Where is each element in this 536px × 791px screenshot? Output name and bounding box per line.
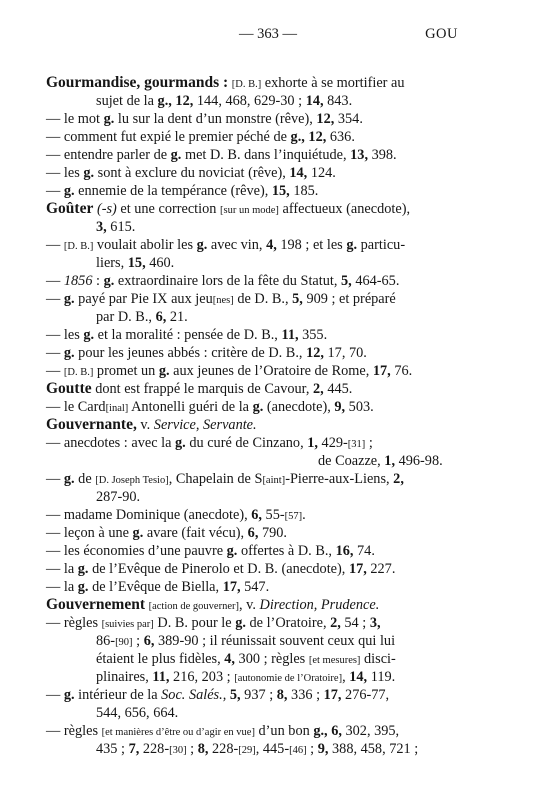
entry-line: 3, 615. [96, 219, 136, 235]
entry-headword-line: Goûter (-s) et une correction [sur un mode] affectueux (anecdote), [46, 200, 411, 217]
running-head: GOU [425, 26, 458, 42]
entry-line: — g. pour les jeunes abbés : critère de D. B., 12, 17, 70. [46, 345, 367, 361]
entry-line: — la g. de l’Evêque de Pinerolo et D. B. (anecdote), 17, 227. [46, 561, 396, 577]
entry-headword-line: Goutte dont est frappé le marquis de Cavour, 2, 445. [46, 380, 353, 397]
page-header [0, 26, 536, 46]
entry-line: — les g. sont à exclure du noviciat (rêve), 14, 124. [46, 165, 336, 181]
entry-line: étaient le plus fidèles, 4, 300 ; règles [et mesures] disci- [96, 651, 396, 667]
headword: Goûter [46, 200, 94, 217]
entry-line: — madame Dominique (anecdote), 6, 55-[57]. [46, 507, 306, 523]
headword: Gouvernante, [46, 416, 137, 433]
entry-line: — 1856 : g. extraordinaire lors de la fête du Statut, 5, 464-65. [46, 273, 400, 289]
entry-line: — règles [suivies par] D. B. pour le g. de l’Oratoire, 2, 54 ; 3, [46, 615, 381, 631]
entry-line: — le Card[inal] Antonelli guéri de la g. (anecdote), 9, 503. [46, 399, 374, 415]
entry-line: plinaires, 11, 216, 203 ; [autonomie de l’Oratoire], 14, 119. [96, 669, 396, 685]
entry-headword-line: Gourmandise, gourmands : [D. B.] exhorte à se mortifier au [46, 74, 405, 91]
entry-line: de Coazze, 1, 496-98. [318, 453, 443, 469]
entry-headword-line: Gouvernement [action de gouverner], v. Direction, Prudence. [46, 596, 380, 613]
entry-headword-line: Gouvernante, v. Service, Servante. [46, 416, 257, 433]
entry-line: liers, 15, 460. [96, 255, 175, 271]
entry-line: 435 ; 7, 228-[30] ; 8, 228-[29], 445-[46] ; 9, 388, 458, 721 ; [96, 741, 419, 757]
entry-line: — g. payé par Pie IX aux jeu[nes] de D. B., 5, 909 ; et préparé [46, 291, 396, 307]
entry-line: 544, 656, 664. [96, 705, 179, 721]
entry-line: 287-90. [96, 489, 141, 505]
entry-line: — g. intérieur de la Soc. Salés., 5, 937 ; 8, 336 ; 17, 276-77, [46, 687, 390, 703]
headword: Gouvernement [46, 596, 146, 613]
entry-line: — la g. de l’Evêque de Biella, 17, 547. [46, 579, 270, 595]
entry-line: — [D. B.] voulait abolir les g. avec vin, 4, 198 ; et les g. particu- [46, 237, 406, 253]
entry-line: — anecdotes : avec la g. du curé de Cinzano, 1, 429-[31] ; [46, 435, 373, 451]
headword: Goutte [46, 380, 92, 397]
entry-line: 86-[90] ; 6, 389-90 ; il réunissait souvent ceux qui lui [96, 633, 396, 649]
entry-line: — les g. et la moralité : pensée de D. B., 11, 355. [46, 327, 328, 343]
entry-line: — le mot g. lu sur la dent d’un monstre (rêve), 12, 354. [46, 111, 363, 127]
entry-line: — comment fut expié le premier péché de g., 12, 636. [46, 129, 355, 145]
entry-line: — [D. B.] promet un g. aux jeunes de l’Oratoire de Rome, 17, 76. [46, 363, 413, 379]
entry-line: par D. B., 6, 21. [96, 309, 188, 325]
page-number: — 363 — [239, 26, 297, 42]
headword: Gourmandise, gourmands : [46, 74, 229, 91]
entry-line: — entendre parler de g. met D. B. dans l’inquiétude, 13, 398. [46, 147, 397, 163]
entry-line: — leçon à une g. avare (fait vécu), 6, 790. [46, 525, 287, 541]
entry-line: — g. de [D. Joseph Tesio], Chapelain de S[aint]-Pierre-aux-Liens, 2, [46, 471, 404, 487]
entry-line: sujet de la g., 12, 144, 468, 629-30 ; 14, 843. [96, 93, 353, 109]
entry-line: — g. ennemie de la tempérance (rêve), 15, 185. [46, 183, 319, 199]
entry-line: — les économies d’une pauvre g. offertes à D. B., 16, 74. [46, 543, 375, 559]
entry-line: — règles [et manières d’être ou d’agir en vue] d’un bon g., 6, 302, 395, [46, 723, 400, 739]
